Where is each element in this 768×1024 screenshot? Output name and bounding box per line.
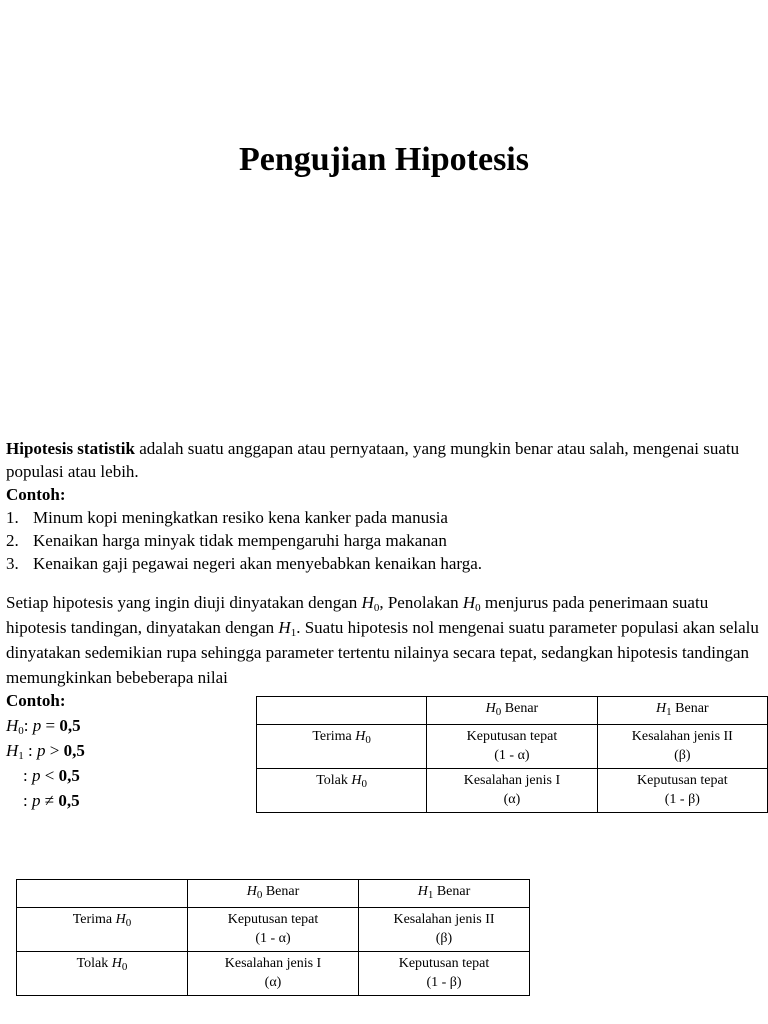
table-row [257,769,768,813]
decision-table-copy [16,879,530,996]
row-label-terima: Terima $H_0$ [257,725,427,769]
hypothesis-examples [6,688,85,813]
table-header-row [17,880,530,908]
example-list [6,506,766,575]
definition [6,437,766,483]
table-cell: Keputusan tepat (1 - α) [427,725,597,769]
table-cell: Kesalahan jenis II (β) [359,908,530,952]
definition-text: adalah suatu anggapan atau pernyataan, yang mungkin benar atau salah, mengenai suatu populasi atau lebih. [6,439,740,481]
row-label-terima: Terima $H_0$ [17,908,188,952]
row-label-tolak: Tolak $H_0$ [257,769,427,813]
table-cell [257,697,427,725]
list-item: 2. Kenaikan harga minyak tidak mempengaruhi harga makanan [6,531,447,550]
alt-hypothesis-less: : p < 0,5 [23,766,80,785]
intro-section [6,437,766,575]
page-title: Pengujian Hipotesis [239,141,529,178]
row-label-tolak: Tolak $H_0$ [17,952,188,996]
table-cell [17,880,188,908]
table-header-h0: $H_0$ Benar [188,880,359,908]
table-row [17,952,530,996]
table-cell: Kesalahan jenis I (α) [188,952,359,996]
table-cell: Keputusan tepat (1 - α) [188,908,359,952]
table-row [17,908,530,952]
table-header-row [257,697,768,725]
list-item: 1. Minum kopi meningkatkan resiko kena kanker pada manusia [6,508,448,527]
table-header-h0: $H_0$ Benar [427,697,597,725]
alt-hypothesis-not-equal: : p ≠ 0,5 [23,791,80,810]
contoh-label: Contoh: [6,485,66,504]
hypothesis-paragraph: Setiap hipotesis yang ingin diuji dinyatakan dengan $H_0$, Penolakan $H_0$ menjurus pada penerimaan suatu hipotesis tandingan, dinyatakan dengan $H_1$. Suatu hipotesis nol mengenai suatu parameter populasi akan selalu dinyatakan sedemikian rupa sehingga parameter tertentu nilainya secara tepat, sedangkan hipotesis tandingan memungkinkan bebeberapa nilai [6,593,759,687]
table-cell: Kesalahan jenis II (β) [597,725,767,769]
alt-hypothesis-greater: $H_1$ : p > 0,5 [6,741,85,762]
contoh-label-2: Contoh: [6,691,66,710]
null-hypothesis: $H_0$: p = 0,5 [6,716,81,737]
table-row [257,725,768,769]
table-cell: Keputusan tepat (1 - β) [359,952,530,996]
decision-table [256,696,768,813]
table-header-h1: $H_1$ Benar [597,697,767,725]
table-cell: Kesalahan jenis I (α) [427,769,597,813]
definition-term: Hipotesis statistik [6,439,135,458]
table-cell: Keputusan tepat (1 - β) [597,769,767,813]
table-header-h1: $H_1$ Benar [359,880,530,908]
list-item: 3. Kenaikan gaji pegawai negeri akan menyebabkan kenaikan harga. [6,554,483,573]
